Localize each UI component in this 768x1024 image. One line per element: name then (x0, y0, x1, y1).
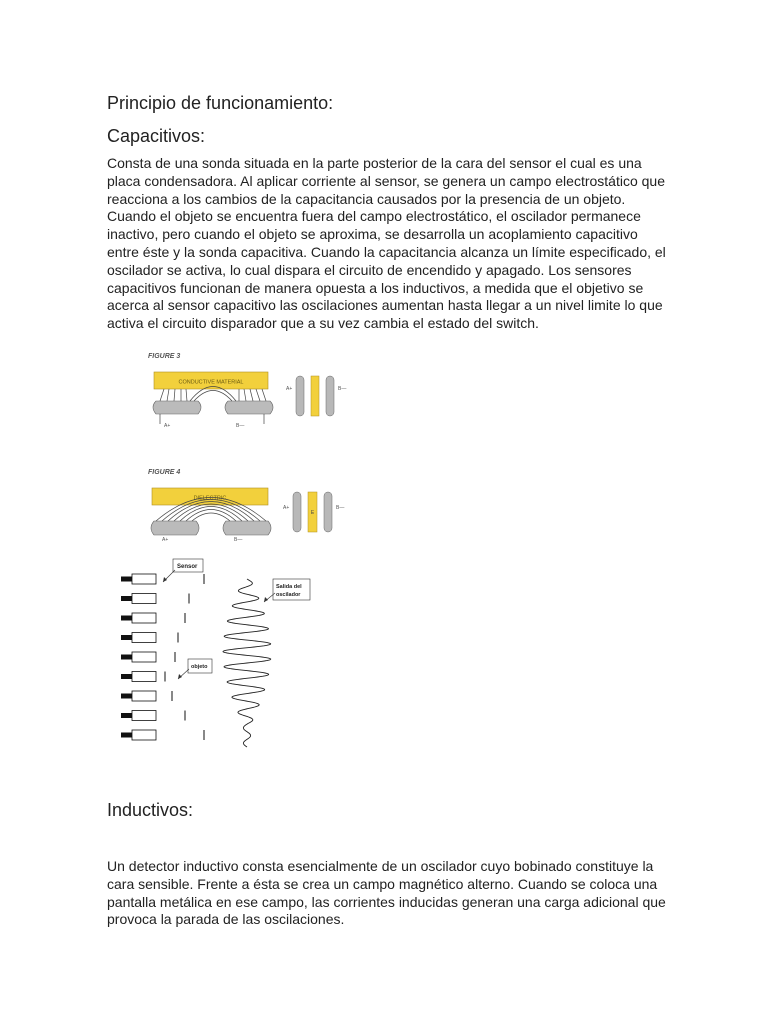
sensor-body (132, 672, 156, 682)
sensor-body (132, 691, 156, 701)
dielectric-label: DIELECTRIC (193, 495, 227, 502)
figure-4 (140, 465, 362, 547)
plate-a (153, 401, 201, 414)
cap-right-label: B— (338, 386, 347, 392)
sensor-stub (121, 596, 132, 601)
sensor-stub (121, 713, 132, 718)
plate-b (223, 521, 271, 535)
sensor-stub (121, 655, 132, 660)
sensor-body (132, 594, 156, 604)
output-callout-label-2: oscilador (276, 592, 301, 598)
object-callout-label: objeto (191, 664, 208, 670)
capacitive-paragraph: Consta de una sonda situada en la parte posterior de la cara del sensor el cual es una placa condensadora. Al aplicar corriente al sensor, se genera un campo electrostático que reacciona a los cambios de la capacitancia causados por la presencia de un objeto. Cuando el objeto se encuentra fuera del campo electrostático, el oscilador permanece inactivo, pero cuando el objeto se aproxima, se desarrolla un acoplamiento capacitivo entre éste y la sonda capacitiva. Cuando la capacitancia alcanza un límite especificado, el oscilador se activa, lo cual dispara el circuito de encendido y apagado. Los sensores capacitivos funcionan de manera opuesta a los inductivos, a medida que el objetivo se acerca al sensor capacitivo las oscilaciones aumentan hasta llegar a un nivel limite lo que activa el circuito disparador que a su vez cambia el estado del switch. (107, 155, 666, 332)
sensor-stub (121, 635, 132, 640)
plate-a-label: A+ (162, 537, 169, 543)
heading-capacitive: Capacitivos: (107, 126, 206, 146)
plate-b (225, 401, 273, 414)
oscillator-output-wave (223, 579, 271, 747)
cap-left-label: A+ (283, 505, 290, 511)
plate-a-label: A+ (164, 423, 171, 429)
cap-left-plate (293, 492, 301, 532)
sensor-stub (121, 694, 132, 699)
sensor-stub (121, 616, 132, 621)
sensor-column (121, 574, 156, 740)
figure-3 (140, 348, 362, 430)
sensor-callout-label: Sensor (177, 564, 198, 570)
object-column (165, 574, 204, 740)
conductive-material-label: CONDUCTIVE MATERIAL (178, 379, 244, 386)
sensor-body (132, 652, 156, 662)
sensor-body (132, 711, 156, 721)
figure-4-caption: FIGURE 4 (148, 469, 181, 476)
cap-right-label: B— (336, 505, 345, 511)
cap-left-label: A+ (286, 386, 293, 392)
heading-inductive: Inductivos: (107, 800, 194, 820)
plate-b-label: B— (234, 537, 243, 543)
sensor-body (132, 613, 156, 623)
sensor-stub (121, 733, 132, 738)
inductive-paragraph: Un detector inductivo consta esencialmente de un oscilador cuyo bobinado constituye la cara sensible. Frente a ésta se crea un campo magnético alterno. Cuando se coloca una pantalla metálica en ese campo, las corrientes inducidas generan una carga adicional que provoca la parada de las oscilaciones. (107, 858, 666, 928)
cap-middle-label: E (310, 510, 315, 516)
cap-right-plate (326, 376, 334, 416)
sensor-body (132, 633, 156, 643)
cap-left-plate (296, 376, 304, 416)
plate-a (151, 521, 199, 535)
figure-3-caption: FIGURE 3 (148, 353, 181, 360)
heading-principle: Principio de funcionamiento: (107, 93, 334, 113)
sensor-body (132, 730, 156, 740)
cap-right-plate (324, 492, 332, 532)
oscillator-diagram (115, 555, 330, 750)
sensor-stub (121, 577, 132, 582)
cap-middle-block (311, 376, 319, 416)
plate-b-label: B— (236, 423, 245, 429)
output-callout-label-1: Salida del (276, 584, 302, 590)
sensor-body (132, 574, 156, 584)
sensor-stub (121, 674, 132, 679)
